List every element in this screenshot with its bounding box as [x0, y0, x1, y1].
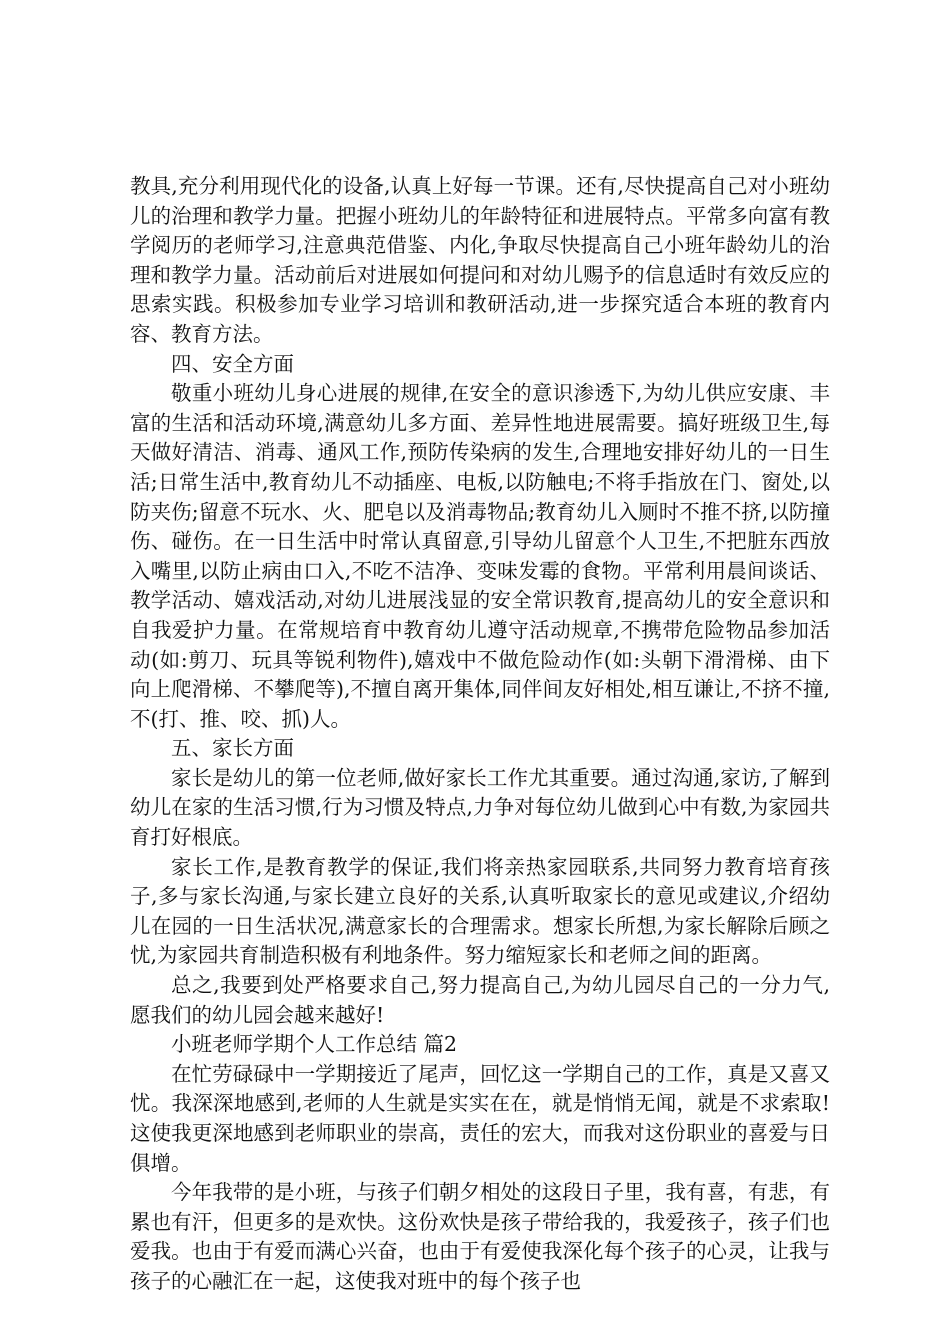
paragraph-parents-1: 家长是幼儿的第一位老师,做好家长工作尤其重要。通过沟通,家访,了解到幼儿在家的生活习惯,行为习惯及特点,力争对每位幼儿做到心中有数,为家园共育打好根底。 — [130, 765, 830, 850]
article-title-part-2: 小班老师学期个人工作总结 篇2 — [171, 1032, 458, 1057]
paragraph-part2-intro: 在忙劳碌碌中一学期接近了尾声，回忆这一学期自己的工作，真是又喜又忧。我深深地感到,老师的人生就是实实在在，就是悄悄无闻，就是不求索取!这使我更深地感到老师职业的崇高，责任的宏大，而我对这份职业的喜爱与日俱增。 — [130, 1061, 830, 1175]
document-body — [130, 172, 830, 1297]
paragraph-parents-2: 家长工作,是教育教学的保证,我们将亲热家园联系,共同努力教育培育孩子,多与家长沟通,与家长建立良好的关系,认真听取家长的意见或建议,介绍幼儿在园的一日生活状况,满意家长的合理需求。想家长所想,为家长解除后顾之忧,为家园共育制造积极有利地条件。努力缩短家长和老师之间的距离。 — [130, 854, 830, 968]
paragraph-safety: 敬重小班幼儿身心进展的规律,在安全的意识渗透下,为幼儿供应安康、丰富的生活和活动环境,满意幼儿多方面、差异性地进展需要。搞好班级卫生,每天做好清洁、消毒、通风工作,预防传染病的发生,合理地安排好幼儿的一日生活;日常生活中,教育幼儿不动插座、电板,以防触电;不将手指放在门、窗处,以防夹伤;留意不玩水、火、肥皂以及消毒物品;教育幼儿入厕时不推不挤,以防撞伤、碰伤。在一日生活中时常认真留意,引导幼儿留意个人卫生,不把脏东西放入嘴里,以防止病由口入,不吃不洁净、变味发霉的食物。平常利用晨间谈话、教学活动、嬉戏活动,对幼儿进展浅显的安全常识教育,提高幼儿的安全意识和自我爱护力量。在常规培育中教育幼儿遵守活动规章,不携带危险物品参加活动(如:剪刀、玩具等锐利物件),嬉戏中不做危险动作(如:头朝下滑滑梯、由下向上爬滑梯、不攀爬等),不擅自离开集体,同伴间友好相处,相互谦让,不挤不撞,不(打、推、咬、抓)人。 — [130, 381, 830, 731]
paragraph-part2-class: 今年我带的是小班，与孩子们朝夕相处的这段日子里，我有喜，有悲，有累也有汗，但更多的是欢快。这份欢快是孩子带给我的，我爱孩子，孩子们也爱我。也由于有爱而满心兴奋，也由于有爱使我深化每个孩子的心灵，让我与孩子的心融汇在一起，这使我对班中的每个孩子也 — [130, 1180, 830, 1293]
section-heading-safety: 四、安全方面 — [171, 351, 294, 376]
paragraph-continued: 教具,充分利用现代化的设备,认真上好每一节课。还有,尽快提高自己对小班幼儿的治理和教学力量。把握小班幼儿的年龄特征和进展特点。平常多向富有教学阅历的老师学习,注意典范借鉴、内化,争取尽快提高自己小班年龄幼儿的治理和教学力量。活动前后对进展如何提问和对幼儿赐予的信息适时有效反应的思索实践。积极参加专业学习培训和教研活动,进一步探究适合本班的教育内容、教育方法。 — [130, 174, 830, 346]
section-heading-parents: 五、家长方面 — [171, 736, 294, 761]
paragraph-conclusion: 总之,我要到处严格要求自己,努力提高自己,为幼儿园尽自己的一分力气,愿我们的幼儿园会越来越好! — [130, 973, 830, 1027]
